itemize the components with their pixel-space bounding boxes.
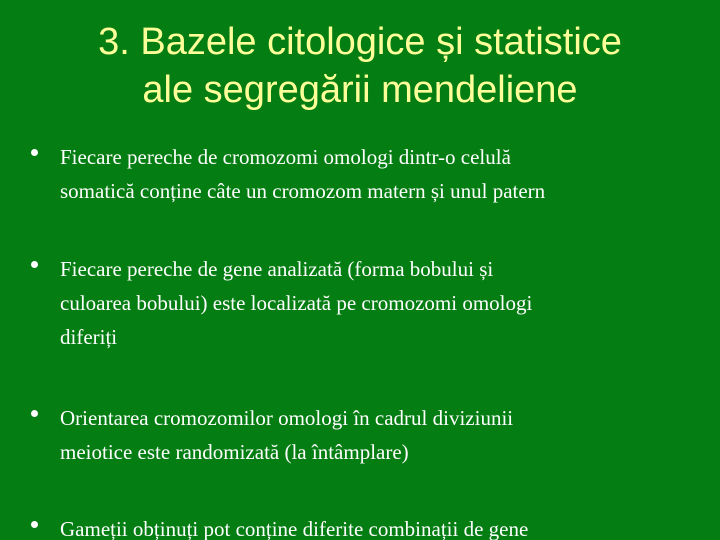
- bullet-line: diferiți: [60, 325, 118, 349]
- slide-title-line: ale segregării mendeliene: [142, 69, 578, 111]
- bullet-text: [60, 140, 720, 208]
- bullet-dot-icon: [31, 149, 38, 156]
- bullet-text: [60, 512, 720, 540]
- bullet-line: culoarea bobului) este localizată pe cromozomi omologi: [60, 291, 533, 315]
- bullet-line: Orientarea cromozomilor omologi în cadrul diviziunii: [60, 406, 514, 430]
- slide-title: [0, 18, 720, 114]
- bullet-line: somatică conține câte un cromozom matern și unul patern: [60, 179, 546, 203]
- bullet-line: Gameții obținuți pot conține diferite combinații de gene: [60, 517, 529, 540]
- bullet-dot-icon: [31, 261, 38, 268]
- bullet-text: [60, 252, 720, 354]
- bullet-text: [60, 401, 720, 469]
- bullet-line: Fiecare pereche de gene analizată (forma bobului și: [60, 257, 494, 281]
- bullet-dot-icon: [31, 410, 38, 417]
- bullet-dot-icon: [31, 521, 38, 528]
- bullet-line: meiotice este randomizată (la întâmplare): [60, 440, 409, 464]
- slide-title-line: 3. Bazele citologice și statistice: [98, 21, 622, 63]
- bullet-line: Fiecare pereche de cromozomi omologi dintr-o celulă: [60, 145, 511, 169]
